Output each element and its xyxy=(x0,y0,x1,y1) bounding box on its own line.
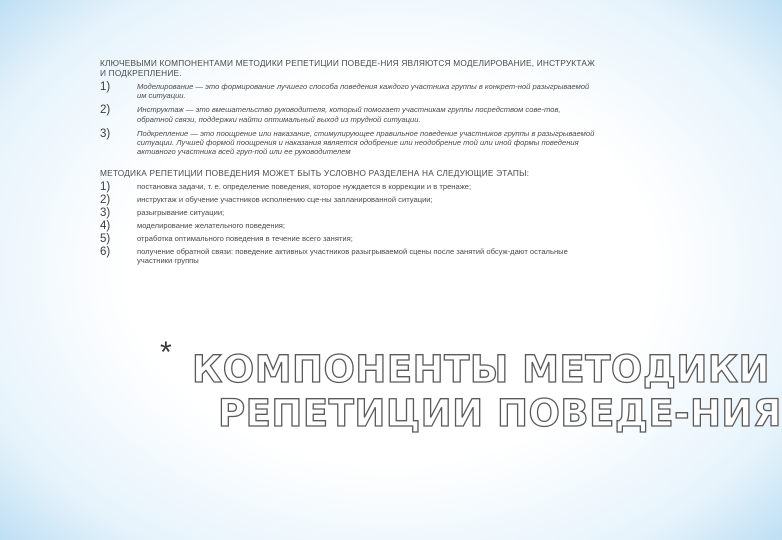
item-number: 1) xyxy=(100,181,111,194)
list-item xyxy=(100,82,595,100)
item-text: моделирование желательного поведения; xyxy=(137,221,286,231)
list-item xyxy=(100,129,595,157)
item-number: 3) xyxy=(100,207,111,220)
section-stages xyxy=(100,168,595,265)
section-heading: КЛЮЧЕВЫМИ КОМПОНЕНТАМИ МЕТОДИКИ РЕПЕТИЦИИ ПОВЕДЕ-НИЯ ЯВЛЯЮТСЯ МОДЕЛИРОВАНИЕ, ИНСТРУКТАЖ И ПОДКРЕПЛЕНИЕ. xyxy=(100,58,595,78)
section-heading: МЕТОДИКА РЕПЕТИЦИИ ПОВЕДЕНИЯ МОЖЕТ БЫТЬ УСЛОВНО РАЗДЕЛЕНА НА СЛЕДУЮЩИЕ ЭТАПЫ: xyxy=(100,168,530,179)
asterisk-icon: * xyxy=(160,336,172,369)
list-item xyxy=(100,105,595,123)
list-item xyxy=(100,208,595,219)
title-line-2: РЕПЕТИЦИИ ПОВЕДЕ-НИЯ xyxy=(218,392,782,435)
item-number: 5) xyxy=(100,233,111,246)
item-text: отработка оптимального поведения в течение всего занятия; xyxy=(137,234,353,244)
item-text: Подкрепление — это поощрение или наказание, стимулирующее правильное поведение участников группы в разыгрываемой ситуации. Лучшей формой поощрения и наказания является одобрение или неодобрение той или иной формы поведения активного участника всей груп-пой или ее руководителем xyxy=(137,128,595,157)
item-text: разыгрывание ситуации; xyxy=(137,208,225,218)
title-line-1: КОМПОНЕНТЫ МЕТОДИКИ xyxy=(192,348,771,391)
item-number: 1) xyxy=(100,81,111,93)
item-text: Инструктаж — это вмешательство руководителя, который помогает участникам группы посредством сове-тов, обратной связи, поддержки найти оптимальный выход из трудной ситуации. xyxy=(137,105,561,124)
list-item xyxy=(100,195,595,206)
item-number: 2) xyxy=(100,194,111,207)
list-item xyxy=(100,182,595,193)
list-item xyxy=(100,221,595,232)
list-item xyxy=(100,234,595,245)
section-components xyxy=(100,58,595,156)
slide-content xyxy=(100,58,595,267)
item-text: Моделирование — это формирование лучшего способа поведения каждого участника группы в конкрет-ной разыгрываемой им ситуации. xyxy=(137,82,590,101)
item-text: получение обратной связи: поведение активных участников разыгрываемой сцены после занятий обсуж-дают остальные участники группы xyxy=(137,247,568,266)
item-text: постановка задачи, т. е. определение поведения, которое нуждается в коррекции и в тренаже; xyxy=(137,182,472,192)
item-number: 2) xyxy=(100,104,111,117)
item-number: 4) xyxy=(100,220,111,233)
list-item xyxy=(100,247,595,265)
item-number: 6) xyxy=(100,246,111,259)
item-number: 3) xyxy=(100,127,111,140)
item-text: инструктаж и обучение участников исполнению сце-ны запланированной ситуации; xyxy=(137,195,433,205)
